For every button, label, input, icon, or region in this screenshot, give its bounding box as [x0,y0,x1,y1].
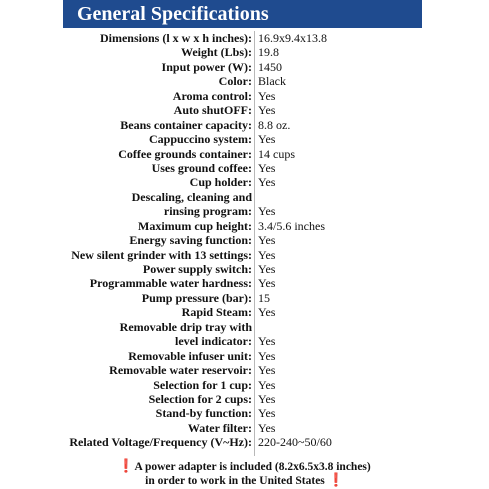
spec-row [0,291,489,305]
spec-label: Input power (W): [161,59,252,74]
spec-row [0,363,489,377]
spec-label: Descaling, cleaning and [131,189,252,204]
spec-value: Yes [258,363,276,378]
spec-value: 8.8 oz. [258,117,291,132]
note-line-2 [0,472,489,488]
spec-label: Weight (Lbs): [180,45,252,60]
spec-value: Yes [258,377,276,392]
spec-row [0,262,489,276]
spec-header [63,0,422,28]
spec-value: Yes [258,348,276,363]
spec-row [0,349,489,363]
spec-row [0,175,489,189]
spec-value: 1450 [258,59,282,74]
spec-row [0,392,489,406]
spec-row [0,435,489,449]
spec-label: New silent grinder with 13 settings: [71,247,252,262]
spec-row [0,161,489,175]
spec-row [0,147,489,161]
spec-label: Aroma control: [172,88,252,103]
spec-label: Selection for 2 cups: [148,391,252,406]
spec-value: Yes [258,420,276,435]
spec-label: Dimensions (l x w x h inches): [99,31,252,45]
spec-label: Cappuccino system: [148,132,252,147]
spec-label: Beans container capacity: [120,117,252,132]
spec-label: Stand-by function: [155,406,252,421]
spec-label: Energy saving function: [129,233,252,248]
spec-row [0,334,489,348]
spec-label: Removable water reservoir: [109,363,252,378]
spec-label: Water filter: [187,420,252,435]
spec-label: Color: [218,74,252,89]
spec-label: Rapid Steam: [181,305,252,320]
spec-table [0,31,489,450]
spec-value: Yes [258,160,276,175]
page-title: General Specifications [77,3,269,25]
note-text-2: in order to work in the United States [145,475,325,487]
spec-label: level indicator: [175,334,252,349]
spec-value: Yes [258,391,276,406]
spec-value: Black [258,74,286,89]
spec-row [0,103,489,117]
spec-label: Coffee grounds container: [118,146,252,161]
spec-value: 16.9x9.4x13.8 [258,31,327,45]
spec-label: Maximum cup height: [138,218,252,233]
spec-row [0,89,489,103]
spec-row [0,60,489,74]
spec-value: Yes [258,204,276,219]
spec-label: rinsing program: [163,204,252,219]
spec-row [0,31,489,45]
spec-label: Pump pressure (bar): [141,290,252,305]
spec-value: Yes [258,262,276,276]
spec-row [0,74,489,88]
spec-label: Auto shutOFF: [173,103,252,118]
spec-value: Yes [258,276,276,291]
spec-value: Yes [258,233,276,248]
spec-row [0,276,489,290]
spec-label: Programmable water hardness: [89,276,252,291]
spec-label: Cup holder: [189,175,252,190]
spec-value: Yes [258,88,276,103]
spec-label: Uses ground coffee: [151,160,252,175]
spec-value: 15 [258,290,270,305]
spec-row [0,406,489,420]
spec-row [0,45,489,59]
exclamation-icon: ❗ [117,458,136,473]
spec-value: Yes [258,334,276,349]
spec-row [0,378,489,392]
spec-label: Selection for 1 cup: [153,377,252,392]
spec-value: 220-240~50/60 [258,435,332,450]
spec-row [0,190,489,204]
spec-value: Yes [258,406,276,421]
note-text-1: A power adapter is included (8.2x6.5x3.8 inches) [134,461,371,473]
spec-row [0,233,489,247]
spec-value: 19.8 [258,45,279,60]
spec-label: Related Voltage/Frequency (V~Hz): [69,435,252,450]
spec-row [0,305,489,319]
spec-label: Power supply switch: [142,262,252,276]
spec-row [0,132,489,146]
spec-row [0,320,489,334]
spec-label: Removable infuser unit: [128,348,252,363]
spec-row [0,204,489,218]
spec-label: Removable drip tray with [119,319,252,334]
spec-value: 14 cups [258,146,295,161]
spec-row [0,219,489,233]
spec-value: Yes [258,247,276,262]
spec-value: Yes [258,175,276,190]
spec-value: Yes [258,305,276,320]
spec-row [0,421,489,435]
spec-value: Yes [258,103,276,118]
spec-row [0,248,489,262]
spec-value: 3.4/5.6 inches [258,218,325,233]
spec-row [0,118,489,132]
spec-value: Yes [258,132,276,147]
exclamation-icon: ❗ [326,472,345,487]
